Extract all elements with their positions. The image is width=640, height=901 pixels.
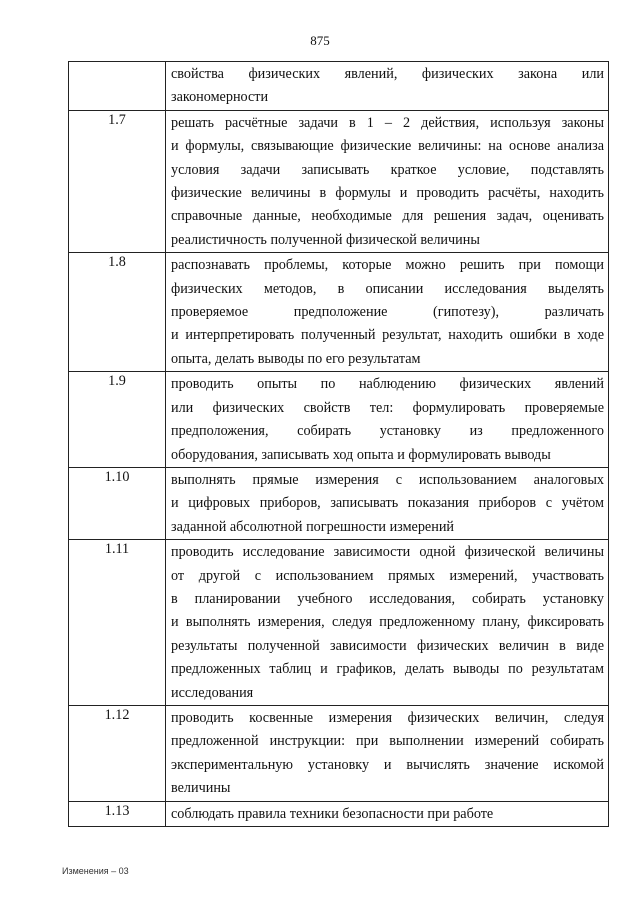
requirement-text-cell [166, 801, 609, 826]
requirement-text-line: решать расчётные задачи в 1 – 2 действия, используя законы [171, 114, 604, 131]
requirement-text-cell [166, 540, 609, 706]
requirement-text-line: проводить опыты по наблюдению физических явлений [171, 376, 604, 393]
item-number-cell: 1.10 [69, 467, 166, 539]
table-row [69, 540, 609, 706]
table-row [69, 801, 609, 826]
requirement-text-line: проводить косвенные измерения физических величин, следуя [171, 709, 604, 726]
item-number-cell: 1.13 [69, 801, 166, 826]
requirement-text-line: реалистичность полученной физической величины [171, 231, 480, 248]
requirement-text-line: справочные данные, необходимые для решения задач, оценивать [171, 208, 604, 225]
table-body [69, 62, 609, 827]
requirement-text-line: физических методов, в описании исследования выделять [171, 280, 604, 297]
requirement-text-line: выполнять прямые измерения с использованием аналоговых [171, 471, 604, 488]
requirement-text-cell [166, 705, 609, 801]
requirement-text-line: и формулы, связывающие физические величины: на основе анализа [171, 138, 604, 155]
requirement-text-line: экспериментальную установку и вычислять значение искомой [171, 756, 604, 773]
requirement-text-line: закономерности [171, 89, 269, 106]
requirements-table [68, 61, 609, 827]
requirement-text-line: заданной абсолютной погрешности измерений [171, 518, 455, 535]
requirement-text-line: предложенной инструкции: при выполнении измерений собирать [171, 733, 604, 750]
table-row [69, 62, 609, 111]
requirement-text-line: проверяемое предположение (гипотезу), различать [171, 304, 604, 321]
item-number-cell: 1.8 [69, 253, 166, 372]
requirement-text-line: и интерпретировать полученный результат, находить ошибки в ходе [171, 327, 604, 344]
item-number-cell: 1.12 [69, 705, 166, 801]
table-row [69, 372, 609, 468]
page-number: 875 [310, 33, 330, 48]
item-number-cell [69, 62, 166, 111]
requirement-text-line: исследования [171, 684, 254, 701]
requirement-text-line: и выполнять измерения, следуя предложенному плану, фиксировать [171, 614, 604, 631]
requirement-text-line: оборудования, записывать ход опыта и формулировать выводы [171, 446, 551, 463]
requirement-text-line: результаты полученной зависимости физических величин в виде [171, 637, 604, 654]
requirement-text-cell [166, 110, 609, 252]
table-row [69, 253, 609, 372]
requirement-text-cell [166, 372, 609, 468]
requirement-text-cell [166, 62, 609, 111]
revision-footer: Изменения – 03 [62, 866, 129, 876]
requirement-text-line: или физических свойств тел: формулировать проверяемые [171, 399, 604, 416]
requirement-text-line: соблюдать правила техники безопасности при работе [171, 805, 494, 822]
requirement-text-line: предположения, собирать установку из предложенного [171, 423, 604, 440]
requirement-text-line: в планировании учебного исследования, собирать установку [171, 590, 604, 607]
requirement-text-line: опыта, делать выводы по его результатам [171, 350, 421, 367]
requirement-text-cell [166, 467, 609, 539]
table-row [69, 705, 609, 801]
item-number-cell: 1.11 [69, 540, 166, 706]
table-row [69, 467, 609, 539]
requirement-text-line: и цифровых приборов, записывать показания приборов с учётом [171, 495, 604, 512]
requirement-text-line: предложенных таблиц и графиков, делать выводы по результатам [171, 661, 604, 678]
item-number-cell: 1.7 [69, 110, 166, 252]
table-row [69, 110, 609, 252]
requirement-text-cell [166, 253, 609, 372]
requirement-text-line: физические величины в формулы и проводить расчёты, находить [171, 185, 604, 202]
requirement-text-line: условия задачи записывать краткое условие, подставлять [171, 161, 604, 178]
requirement-text-line: величины [171, 780, 231, 797]
requirement-text-line: проводить исследование зависимости одной физической величины [171, 544, 604, 561]
requirement-text-line: от другой с использованием прямых измерений, участвовать [171, 567, 604, 584]
requirement-text-line: распознавать проблемы, которые можно решить при помощи [171, 257, 604, 274]
requirement-text-line: свойства физических явлений, физических закона или [171, 66, 604, 82]
item-number-cell: 1.9 [69, 372, 166, 468]
